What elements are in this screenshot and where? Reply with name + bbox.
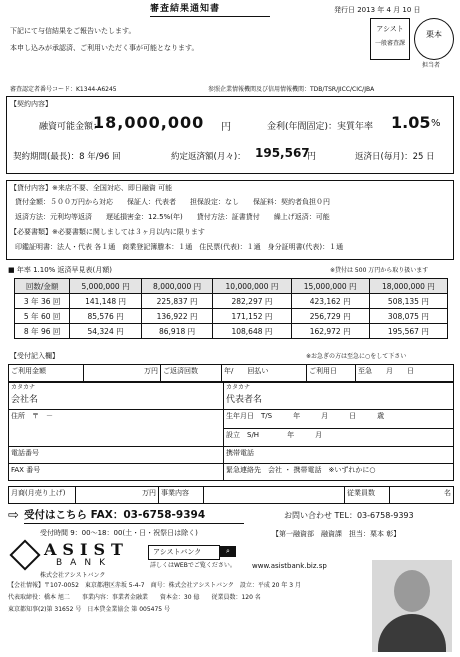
table-cell: 171,152 円 [213, 309, 291, 324]
either-note: ※いずれかに○ [328, 466, 376, 474]
form-heading: 【受付記入欄】 [10, 352, 59, 360]
document-title: 審査結果通知書 [150, 4, 221, 14]
table-header-cell: 18,000,000 円 [369, 279, 447, 294]
repayment-table [14, 278, 448, 339]
table-header-cell: 10,000,000 円 [213, 279, 291, 294]
employees-unit: 名 [444, 489, 451, 497]
amount-field-label: ご利用金額 [9, 365, 84, 382]
installments-times: 回払い [247, 367, 269, 375]
representative-photo [372, 560, 452, 652]
fax-number-label: FAX 番号 [11, 466, 41, 474]
auth-code: 審査認定者番号コード：K1344-A6245 [10, 86, 117, 93]
business-field[interactable] [204, 487, 345, 504]
conditions-line-1: 貸付金額：５００万円から対応 保証人：代表者 担保設定：なし 保証料：契約者負担０円 [15, 198, 330, 206]
company-info-1: 【会社情報】〒107-0052 東京都港区赤坂 5-4-7 商号：株式会社アシストバンク 設立：平成 20 年 3 月 [8, 582, 301, 589]
contract-heading: 【契約内容】 [10, 100, 52, 108]
founded-field[interactable] [224, 428, 454, 447]
address-field[interactable] [9, 410, 224, 447]
table-cell: 8 年 96 回 [15, 324, 70, 339]
address-label: 住所 〒 － [11, 412, 53, 420]
logo-mark-icon [9, 539, 40, 570]
company-info-3: 東京都知事(2)第 31652 号 日本貸金業協会 第 005475 号 [8, 606, 171, 613]
installments-field[interactable] [222, 365, 307, 382]
search-box[interactable] [148, 545, 220, 560]
amount-unit: 万円 [144, 367, 158, 375]
application-form-body [8, 382, 454, 481]
loan-amount-value: 18,000,000 [93, 113, 205, 132]
monthly-payment-value: 195,567 [255, 146, 310, 160]
table-header-row [15, 279, 448, 294]
documents-heading: 【必要書類】※必要書類に関しましては３ヶ月以内に限ります [10, 228, 205, 236]
website-url[interactable]: www.asistbank.biz.sp [252, 562, 327, 570]
company-info-2: 代表取締役：橋本 旭二 事業内容：事業者金融業 資本金：30 億 従業員数：120 名 [8, 594, 261, 601]
company-seal-sub: 一般審査課 [374, 40, 405, 47]
birth-date-label: 生年月日 T/S 年 月 日 歳 [226, 412, 385, 420]
table-row [15, 309, 448, 324]
application-form-footer-row [8, 486, 454, 504]
table-row [15, 324, 448, 339]
emergency-contact-field[interactable] [224, 464, 454, 481]
photo-head [394, 570, 430, 612]
documents-line: 印鑑証明書：法人・代表 各１通 商業登記簿謄本：１通 住民票(代表)：１通 身分証明書(代表)：１通 [15, 243, 344, 251]
web-hint: 詳しくはWEBでご覧ください。 [150, 562, 236, 569]
table-cell: 225,837 円 [141, 294, 213, 309]
table-header-cell: 5,000,000 円 [70, 279, 142, 294]
application-form [8, 364, 454, 382]
intro-line-2: 本申し込みが承認済、ご利用いただく事が可能となります。 [10, 44, 199, 52]
phone-field[interactable] [9, 447, 224, 464]
business-label: 事業内容 [159, 487, 204, 504]
conditions-line-2: 返済方法：元利均等返済 遅延損害金：12.5%(年) 貸付方法：証書貸付 繰上げ返済：可能 [15, 213, 330, 221]
table-cell: 423,162 円 [291, 294, 369, 309]
table-cell: 5 年 60 回 [15, 309, 70, 324]
fax-number-heading: 受付はこちら FAX：03-6758-9394 [24, 509, 206, 521]
company-seal-text: アシスト [376, 25, 404, 33]
table-cell: 54,324 円 [70, 324, 142, 339]
table-cell: 195,567 円 [369, 324, 447, 339]
urgent-option: 至急 [358, 367, 372, 375]
birth-date-field[interactable] [224, 410, 454, 429]
use-date-label: ご利用日 [307, 365, 356, 382]
personal-seal [414, 18, 454, 60]
use-date-field[interactable] [356, 365, 454, 382]
installments-year: 年/ [224, 367, 234, 375]
search-term: アシストバンク [153, 548, 202, 556]
loan-amount-unit: 円 [221, 122, 231, 133]
table-header-cell: 回数/金額 [15, 279, 70, 294]
intro-line-1: 下記にて与信結果をご報告いたします。 [10, 27, 136, 35]
installments-label: ご返済回数 [161, 365, 222, 382]
company-kana-label: カタカナ [11, 384, 36, 391]
amount-field[interactable] [84, 365, 161, 382]
table-cell: 136,922 円 [141, 309, 213, 324]
representative-name-field[interactable] [224, 383, 454, 410]
issue-date: 発行日 2013 年 4 月 10 日 [334, 6, 421, 14]
table-cell: 308,075 円 [369, 309, 447, 324]
business-hours: 受付時間 9：00～18：00(土・日・祝祭日は除く) [40, 529, 198, 537]
table-cell: 141,148 円 [70, 294, 142, 309]
credit-agencies: 参照企業情報機関及び信用情報機関：TDB/TSR/JICC/CIC/JBA [208, 86, 375, 93]
company-name-field[interactable] [9, 383, 224, 410]
founded-label: 設立 S/H 年 月 [226, 430, 323, 439]
loan-department: 【第一融資部 融資課 担当：栗本 彰】 [272, 530, 401, 538]
company-name-label: 会社名 [11, 395, 39, 405]
form-note: ※お急ぎの方は至急に○をして下さい [306, 353, 407, 360]
table-header-cell: 8,000,000 円 [141, 279, 213, 294]
logo-wordmark: ASIST [44, 540, 129, 559]
contract-box [6, 96, 454, 174]
logo-subword: BANK [56, 558, 113, 568]
interest-rate-value: 1.05 [391, 113, 431, 132]
mobile-label: 携帯電話 [226, 449, 254, 457]
contract-term: 契約期間(最長)：8 年/96 回 [13, 152, 121, 162]
photo-body [378, 614, 446, 652]
emergency-label: 緊急連絡先 会社 ・ 携帯電話 [226, 466, 322, 474]
employees-field[interactable] [390, 487, 454, 504]
use-date-day: 日 [407, 367, 414, 375]
monthly-payment-label: 約定返済額(月々)： [171, 152, 246, 162]
monthly-sales-unit: 万円 [142, 489, 156, 497]
conditions-box [6, 180, 454, 260]
interest-rate-unit: % [431, 118, 441, 129]
table-cell: 162,972 円 [291, 324, 369, 339]
company-seal [370, 18, 410, 60]
use-date-month: 月 [386, 367, 393, 375]
table-cell: 282,297 円 [213, 294, 291, 309]
table-row [15, 294, 448, 309]
monthly-sales-label: 月商(月売り上げ) [9, 487, 76, 504]
table-cell: 86,918 円 [141, 324, 213, 339]
rep-kana-label: カタカナ [226, 384, 251, 391]
monthly-payment-unit: 円 [307, 152, 317, 162]
monthly-sales-field[interactable] [76, 487, 159, 504]
personal-seal-sub: 担当者 [422, 62, 441, 69]
payment-day: 返済日(毎月)：25 日 [355, 152, 435, 162]
table-cell: 3 年 36 回 [15, 294, 70, 309]
contact-phone: お問い合わせ TEL：03-6758-9393 [284, 511, 414, 520]
repayment-table-note: ※貸付は 500 万円から取り扱います [330, 267, 429, 274]
table-cell: 256,729 円 [291, 309, 369, 324]
conditions-heading: 【貸付内容】※来店不要、全国対応、即日融資 可能 [10, 184, 173, 192]
repayment-table-title: ■ 年率 1.10% 返済早見表(月額) [8, 266, 112, 274]
representative-name-label: 代表者名 [226, 395, 263, 405]
fax-underline [24, 523, 244, 524]
table-header-cell: 15,000,000 円 [291, 279, 369, 294]
loan-amount-label: 融資可能金額： [39, 122, 103, 132]
phone-label: 電話番号 [11, 449, 39, 457]
mobile-field[interactable] [224, 447, 454, 464]
table-cell: 108,648 円 [213, 324, 291, 339]
table-cell: 85,576 円 [70, 309, 142, 324]
fax-arrow-icon: ⇨ [8, 508, 19, 523]
fax-field[interactable] [9, 464, 224, 481]
table-cell: 508,135 円 [369, 294, 447, 309]
employees-label: 従業員数 [345, 487, 390, 504]
company-name-jp: 株式会社アシストバンク [40, 572, 106, 579]
title-underline [150, 16, 270, 17]
interest-rate-label: 金利(年間固定)：実質年率 [267, 122, 374, 132]
search-icon[interactable]: ⌕ [220, 546, 236, 557]
personal-seal-text: 栗本 [426, 30, 442, 39]
